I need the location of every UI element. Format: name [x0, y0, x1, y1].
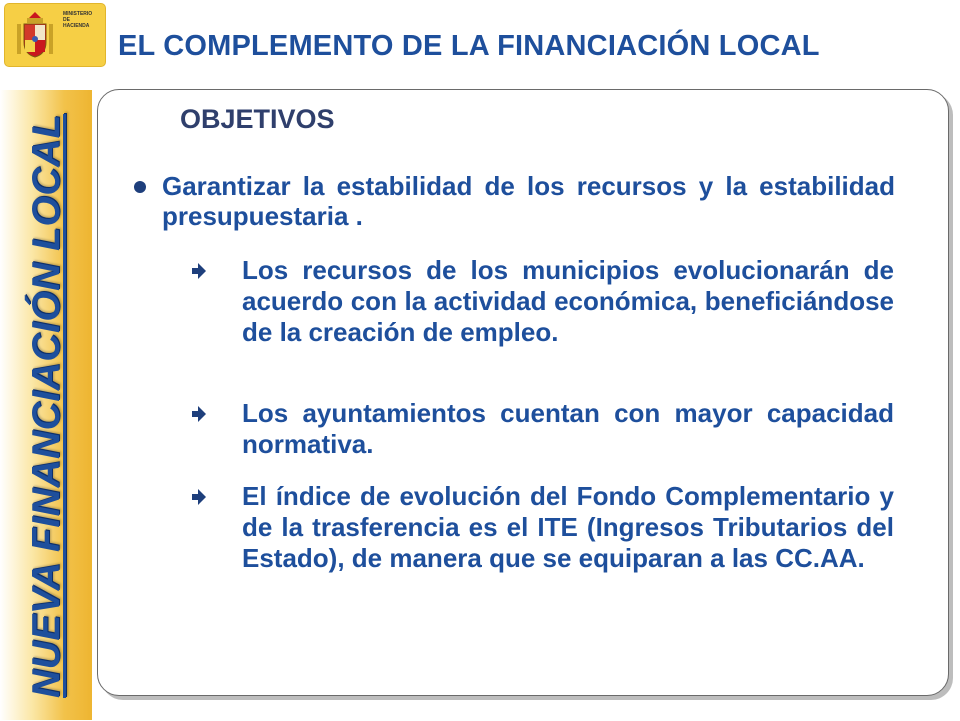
main-bullet-text: Garantizar la estabilidad de los recursos y la estabilidad presupuestaria .	[162, 171, 895, 231]
arrow-bullet-icon	[191, 262, 207, 280]
arrow-bullet-icon	[191, 488, 207, 506]
ministry-name: MINISTERIO DE HACIENDA	[63, 11, 93, 29]
arrow-bullet-icon	[191, 405, 207, 423]
ministry-logo	[5, 4, 105, 66]
sub-bullet-3: El índice de evolución del Fondo Complementario y de la trasferencia es el ITE (Ingresos Tributarios del Estado), de manera que se equiparan a las CC.AA.	[242, 481, 894, 573]
page-title: EL COMPLEMENTO DE LA FINANCIACIÓN LOCAL	[118, 30, 820, 62]
coat-of-arms-icon	[11, 10, 59, 60]
sidebar-vertical-title: NUEVA FINANCIACIÓN LOCAL	[25, 114, 68, 698]
sub-bullet-2: Los ayuntamientos cuentan con mayor capacidad normativa.	[242, 398, 894, 459]
bullet-dot-icon	[134, 181, 146, 193]
section-heading: OBJETIVOS	[180, 104, 335, 134]
sub-bullet-1: Los recursos de los municipios evolucionarán de acuerdo con la actividad económica, beneficiándose de la creación de empleo.	[242, 255, 894, 347]
